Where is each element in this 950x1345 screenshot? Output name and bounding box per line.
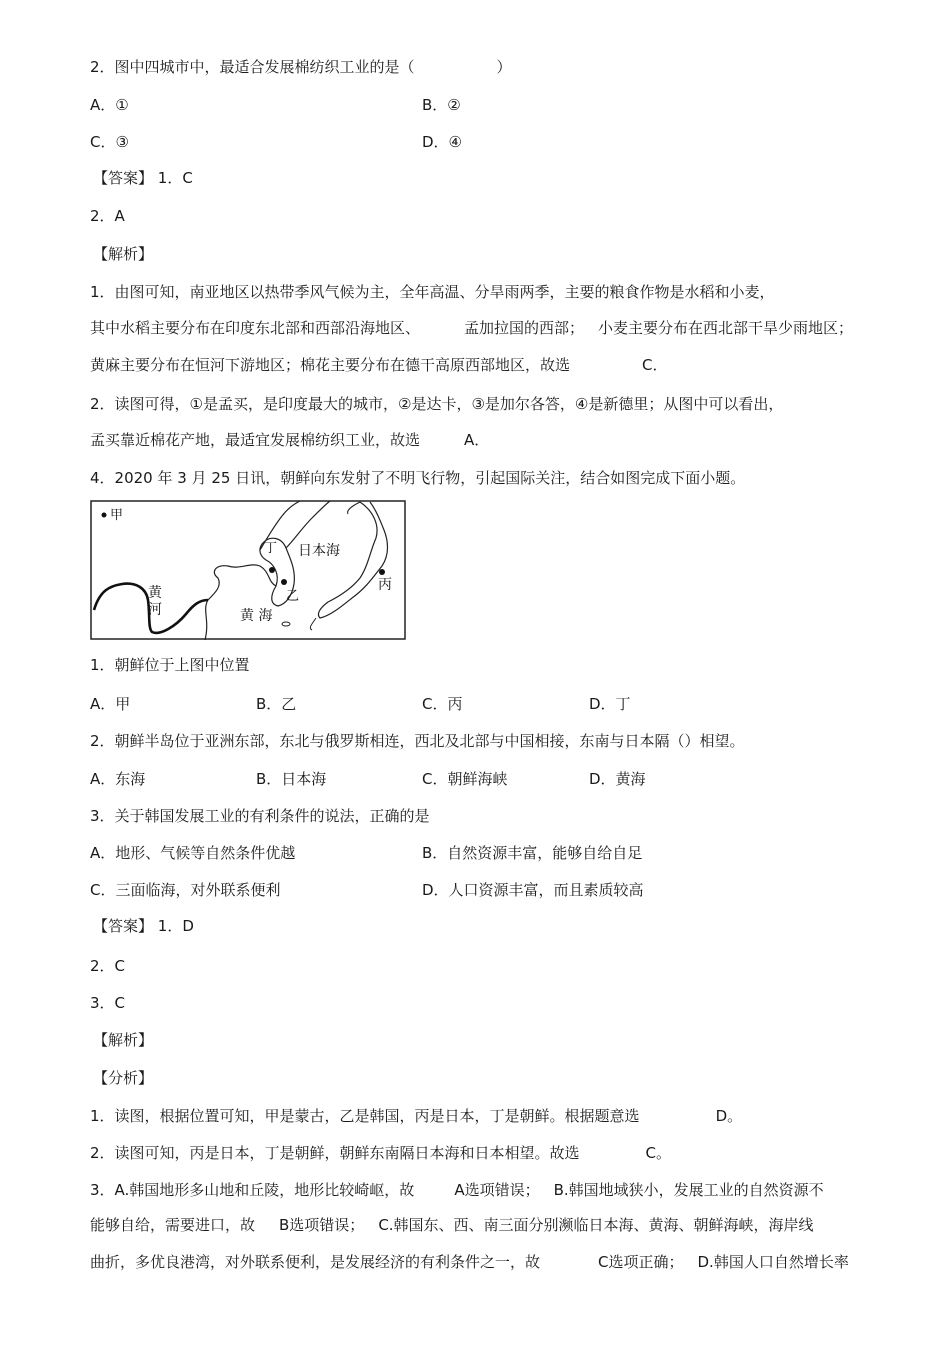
label-yellow-river-1: 黄 [148,585,162,601]
analysis-paragraph: 2．读图可得，①是孟买，是印度最大的城市，②是达卡，③是加尔各答，④是新德里；从图中可以看出， [90,395,784,413]
east-asia-map [90,500,406,640]
answer-label: 【答案】 1．D [93,917,194,935]
option-a: A．地形、气候等自然条件优越 [90,844,296,862]
option-a: A．甲 [90,695,131,713]
marker-bing [379,569,385,575]
analysis-paragraph: 3．A.韩国地形多山地和丘陵，地形比较崎岖，故 A选项错误； B.韩国地域狭小，发展工业的自然资源不 [90,1181,824,1199]
analysis-paragraph: 能够自给，需要进口，故 B选项错误； C.韩国东、西、南三面分别濒临日本海、黄海、朝鲜海峡，海岸线 [90,1216,814,1234]
marker-yi [281,579,287,585]
label-sea-of-japan: 日本海 [298,543,340,559]
option-a: A．东海 [90,770,146,788]
question-stem: 3．关于韩国发展工业的有利条件的说法，正确的是 [90,807,430,825]
option-c: C．丙 [422,695,463,713]
option-d: D．④ [422,133,462,151]
analysis-paragraph: 曲折，多优良港湾，对外联系便利，是发展经济的有利条件之一，故 C选项正确； D.韩国人口自然增长率 [90,1253,849,1271]
answer-label: 【答案】 1．C [93,169,193,187]
option-b: B．日本海 [256,770,327,788]
marker-ding [269,567,275,573]
option-d: D．丁 [589,695,631,713]
option-b: B．乙 [256,695,297,713]
question-stem: 2．朝鲜半岛位于亚洲东部，东北与俄罗斯相连，西北及北部与中国相接，东南与日本隔（）相望。 [90,732,745,750]
answer-item: 2．A [90,207,125,225]
label-yellow-river-2: 河 [148,602,162,618]
answer-item: 2．C [90,957,126,975]
option-d: D．人口资源丰富，而且素质较高 [422,881,644,899]
label-jia: 甲 [110,508,124,523]
label-yellow-sea: 黄 海 [240,608,273,624]
analysis-paragraph: 2．读图可知，丙是日本，丁是朝鲜，朝鲜东南隔日本海和日本相望。故选 C。 [90,1144,672,1162]
fenxi-label: 【分析】 [93,1069,154,1087]
label-bing: 丙 [378,577,392,593]
option-d: D．黄海 [589,770,646,788]
option-c: C．朝鲜海峡 [422,770,508,788]
option-c: C．三面临海，对外联系便利 [90,881,281,899]
analysis-paragraph: 孟买靠近棉花产地，最适宜发展棉纺织工业，故选 A． [90,431,490,449]
question-stem: 1．朝鲜位于上图中位置 [90,656,250,674]
option-a: A．① [90,96,129,114]
question-stem: 2．图中四城市中，最适合发展棉纺织工业的是（ ） [90,58,512,76]
label-ding: 丁 [264,541,278,556]
analysis-paragraph: 黄麻主要分布在恒河下游地区；棉花主要分布在德干高原西部地区，故选 C． [90,356,668,374]
label-yi: 乙 [286,589,300,604]
answer-item: 3．C [90,994,126,1012]
analysis-label: 【解析】 [93,245,154,263]
analysis-paragraph: 1．读图，根据位置可知，甲是蒙古，乙是韩国，丙是日本，丁是朝鲜。根据题意选 D。 [90,1107,743,1125]
analysis-paragraph: 其中水稻主要分布在印度东北部和西部沿海地区、 孟加拉国的西部； 小麦主要分布在西北部干旱少雨地区； [90,319,854,337]
analysis-paragraph: 1．由图可知，南亚地区以热带季风气候为主，全年高温、分旱雨两季，主要的粮食作物是水稻和小麦， [90,283,775,301]
question-intro: 4．2020 年 3 月 25 日讯，朝鲜向东发射了不明飞行物，引起国际关注，结合如图完成下面小题。 [90,469,746,487]
option-c: C．③ [90,133,129,151]
analysis-label: 【解析】 [93,1031,154,1049]
option-b: B．自然资源丰富，能够自给自足 [422,844,643,862]
option-b: B．② [422,96,461,114]
marker-jia [102,513,107,518]
